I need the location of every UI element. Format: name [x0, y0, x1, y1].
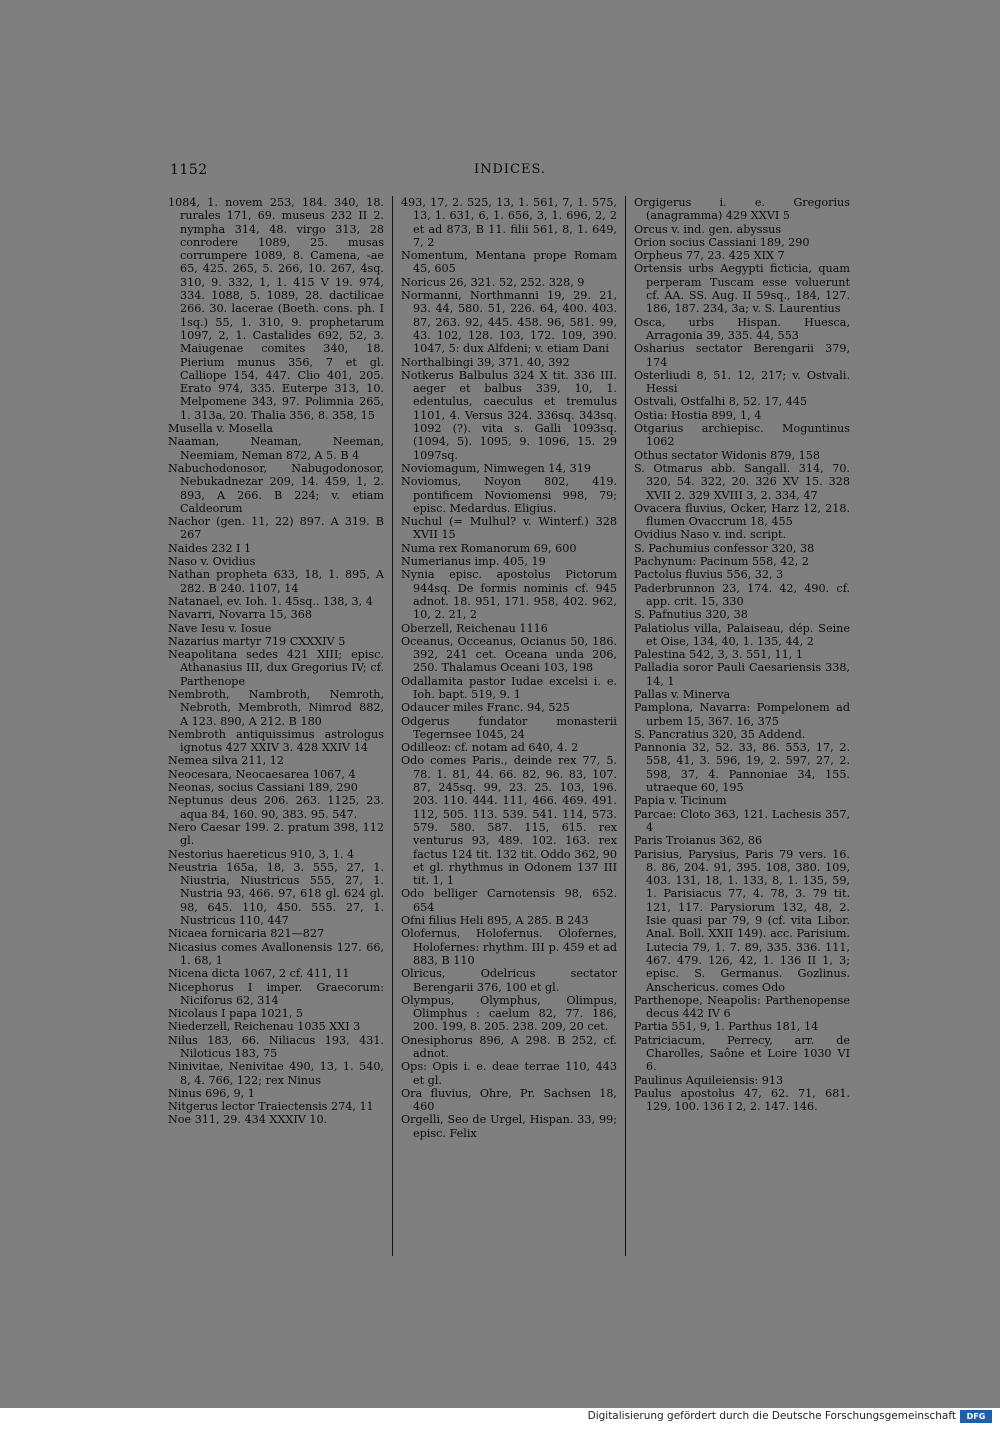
index-entry: Oceanus, Occeanus, Ocianus 50, 186. 392, 241 cet. Oceana unda 206, 250. Thalamus Oceani 103, 198	[401, 634, 617, 675]
index-entry: Parcae: Cloto 363, 121. Lachesis 357, 4	[634, 807, 850, 834]
index-entry: Naaman, Neaman, Neeman, Neemiam, Neman 872, A 5. B 4	[168, 435, 384, 462]
index-entry: Nave Iesu v. Iosue	[168, 621, 272, 635]
index-entry: Odo belliger Carnotensis 98, 652. 654	[401, 887, 617, 914]
index-entry: Ovacera fluvius, Ocker, Harz 12, 218. flumen Ovaccrum 18, 455	[634, 501, 850, 529]
index-entry: Naso v. Ovidius	[168, 555, 256, 569]
index-entry: Nicephorus I imper. Graecorum: Niciforus 62, 314	[168, 980, 384, 1007]
index-entry: Ninivitae, Nenivitae 490, 13, 1. 540, 8, 4. 766, 122; rex Ninus	[168, 1060, 384, 1087]
index-entry: Nembroth, Nambroth, Nemroth, Nebroth, Membroth, Nimrod 882, A 123. 890, A 212. B 180	[168, 687, 384, 728]
index-entry: Oberzell, Reichenau 1116	[401, 621, 548, 635]
index-entry: Naides 232 I 1	[168, 541, 252, 555]
page-header	[170, 162, 850, 182]
index-entry: Neapolitana sedes 421 XIII; episc. Athanasius III, dux Gregorius IV; cf. Parthenope	[168, 648, 384, 688]
index-entry: Noe 311, 29. 434 XXXIV 10.	[168, 1113, 328, 1127]
index-entry: Odo comes Paris., deinde rex 77, 5. 78. 1. 81, 44. 66. 82, 96. 83, 107. 87, 245sq. 99, 23. 25. 103, 196. 203. 110. 444. 111, 466. 469. 491. 112, 505. 113. 539. 541. 114, 573. 579. 580. 587. 115, 615. rex venturus 93, 489. 102. 163. rex factus 124 tit. 132 tit. Oddo 362, 90 et gl. rhythmus in Odonem 137 III tit. 1, 1	[401, 754, 617, 888]
index-entry: Niederzell, Reichenau 1035 XXI 3	[168, 1020, 361, 1034]
index-entry: Parisius, Parysius, Paris 79 vers. 16. 8. 86, 204. 91, 395. 108, 380. 109, 403. 131, 18, 1. 133, 8, 1. 135, 59, 1. Parisiacus 77, 4. 78, 3. 79 tit. 121, 117. Parysiorum 132, 48, 2. Isie quasi par 79, 9 (cf. vita Libor. Anal. Boll. XXII 149). acc. Parisium. Lutecia 79, 1. 7. 89, 335. 336. 111, 467. 479. 126, 42, 1. 136 II 1, 3; episc. S. Germanus. Gozlinus. Anschericus. comes Odo	[634, 847, 850, 994]
index-entry: Odilleoz: cf. notam ad 640, 4. 2	[401, 741, 579, 755]
index-column-2	[401, 196, 617, 1256]
running-head: INDICES.	[473, 162, 547, 177]
index-entry: Nicaea fornicaria 821—827	[168, 927, 325, 941]
index-entry: Palatiolus villa, Palaiseau, dép. Seine et Oise, 134, 40, 1. 135, 44, 2	[634, 621, 850, 648]
index-entry: Paris Troianus 362, 86	[634, 834, 763, 848]
index-entry: Ninus 696, 9, 1	[168, 1086, 255, 1100]
index-entry: Ovidius Naso v. ind. script.	[634, 528, 787, 542]
index-entry: Numerianus imp. 405, 19	[401, 555, 546, 569]
index-entry: Nicena dicta 1067, 2 cf. 411, 11	[168, 967, 350, 981]
column-divider	[625, 196, 626, 1256]
index-entry: S. Pafnutius 320, 38	[634, 608, 748, 622]
index-entry: Ofni filius Heli 895, A 285. B 243	[401, 914, 589, 928]
index-entry: Noviomagum, Nimwegen 14, 319	[401, 461, 591, 475]
index-entry: Musella v. Mosella	[168, 422, 273, 436]
index-entry: Natanael, ev. Ioh. 1. 45sq.. 138, 3, 4	[168, 594, 373, 608]
index-entry: S. Pachumius confessor 320, 38	[634, 541, 815, 555]
index-entry: Nemea silva 211, 12	[168, 754, 285, 768]
index-entry: Northalbingi 39, 371. 40, 392	[401, 355, 570, 369]
index-entry: Nazarius martyr 719 CXXXIV 5	[168, 634, 346, 648]
index-entry: Nachor (gen. 11, 22) 897. A 319. B 267	[168, 515, 384, 542]
index-entry: Paulinus Aquileiensis: 913	[634, 1073, 784, 1087]
index-entry: Osterliudi 8, 51. 12, 217; v. Ostvali. Hessi	[634, 368, 850, 396]
index-entry: Orgelli, Seo de Urgel, Hispan. 33, 99; episc. Felix	[401, 1113, 617, 1140]
index-entry: Orpheus 77, 23. 425 XIX 7	[634, 249, 785, 263]
index-entry: 1084, 1. novem 253, 184. 340, 18. rurales 171, 69. museus 232 II 2. nympha 314, 48. virgo 313, 28 conrodere 1089, 25. musas corrumpere 1089, 8. Camena, -ae 65, 425. 265, 5. 266, 10. 267, 4sq. 310, 9. 332, 1, 1. 415 V 19. 974, 334. 1088, 5. 1089, 28. dactilicae 266. 30. lacerae (Boeth. cons. ph. I 1sq.) 55, 1. 310, 9. prophetarum 1097, 2, 1. Castalides 692, 52, 3. Maiugenae comites 340, 18. Pierium munus 356, 7 et gl. Calliope 154, 447. Clio 401, 205. Erato 974, 335. Euterpe 313, 10. Melpomene 343, 97. Polimnia 265, 1. 313a, 20. Thalia 356, 8. 358, 15	[168, 196, 384, 422]
index-entry: Nuchul (= Mulhul? v. Winterf.) 328 XVII 15	[401, 515, 617, 542]
index-entry: Paulus apostolus 47, 62. 71, 681. 129, 100. 136 I 2, 2. 147. 146.	[634, 1086, 850, 1114]
index-entry: Odallamita pastor Iudae excelsi i. e. Ioh. bapt. 519, 9. 1	[401, 674, 617, 701]
index-entry: Pallas v. Minerva	[634, 687, 731, 701]
index-entry: Partia 551, 9, 1. Parthus 181, 14	[634, 1020, 819, 1034]
index-entry: Noviomus, Noyon 802, 419. pontificem Noviomensi 998, 79; episc. Medardus. Eligius.	[401, 475, 617, 515]
index-entry: Parthenope, Neapolis: Parthenopense decus 442 IV 6	[634, 993, 850, 1021]
index-entry: Normanni, Northmanni 19, 29. 21, 93. 44, 580. 51, 226. 64, 400. 403. 87, 263. 92, 445. 458. 96, 581. 99, 43. 102, 128. 103, 172. 109, 390. 1047, 5: dux Alfdeni; v. etiam Dani	[401, 289, 617, 356]
index-entry: Paderbrunnon 23, 174. 42, 490. cf. app. crit. 15, 330	[634, 581, 850, 608]
index-entry: Numa rex Romanorum 69, 600	[401, 541, 577, 555]
index-entry: Neptunus deus 206. 263. 1125, 23. aqua 84, 160. 90, 383. 95. 547.	[168, 794, 384, 821]
index-entry: Pachynum: Pacinum 558, 42, 2	[634, 555, 809, 569]
index-entry: Nilus 183, 66. Niliacus 193, 431. Niloticus 183, 75	[168, 1033, 384, 1060]
index-entry: Osca, urbs Hispan. Huesca, Arragonia 39, 335. 44, 553	[634, 315, 850, 342]
index-entry: Navarri, Novarra 15, 368	[168, 608, 312, 622]
index-entry: Ora fluvius, Ohre, Pr. Sachsen 18, 460	[401, 1086, 617, 1114]
column-divider	[392, 196, 393, 1256]
index-entry: Nomentum, Mentana prope Romam 45, 605	[401, 249, 617, 276]
index-entry: Onesiphorus 896, A 298. B 252, cf. adnot.	[401, 1033, 617, 1060]
index-entry: Orion socius Cassiani 189, 290	[634, 235, 810, 249]
index-entry: Olofernus, Holofernus. Olofernes, Holofernes: rhythm. III p. 459 et ad 883, B 110	[401, 927, 617, 967]
index-entry: Papia v. Ticinum	[634, 794, 727, 808]
index-entry: S. Pancratius 320, 35 Addend.	[634, 727, 806, 741]
index-entry: Otgarius archiepisc. Moguntinus 1062	[634, 422, 850, 449]
index-entry: Ops: Opis i. e. deae terrae 110, 443 et gl.	[401, 1060, 617, 1087]
index-entry: S. Otmarus abb. Sangall. 314, 70. 320, 54. 322, 20. 326 XV 15. 328 XVII 2. 329 XVIII 3, 2. 334, 47	[634, 461, 850, 502]
index-entry: Nestorius haereticus 910, 3, 1. 4	[168, 847, 355, 861]
index-entry: Neustria 165a, 18, 3. 555, 27, 1. Niustria, Niustricus 555, 27, 1. Nustria 93, 466. 97, 618 gl. 624 gl. 98, 645. 110, 450. 555. 27, 1. Nustricus 110, 447	[168, 860, 384, 928]
index-entry: Nabuchodonosor, Nabugodonosor, Nebukadnezar 209, 14. 459, 1, 2. 893, A 266. B 224; v. etiam Caldeorum	[168, 461, 384, 515]
index-columns	[168, 196, 850, 1256]
index-entry: Pannonia 32, 52. 33, 86. 553, 17, 2. 558, 41, 3. 596, 19, 2. 597, 27, 2. 598, 37, 4. Pannoniae 34, 155. utraeque 60, 195	[634, 741, 850, 795]
index-entry: Odaucer miles Franc. 94, 525	[401, 701, 570, 715]
index-entry: Orcus v. ind. gen. abyssus	[634, 222, 782, 236]
dfg-logo: DFG	[960, 1410, 992, 1423]
footer-credit: Digitalisierung gefördert durch die Deutsche Forschungsgemeinschaft	[587, 1410, 956, 1422]
index-entry: Patriciacum, Perrecy, arr. de Charolles, Saône et Loire 1030 VI 6.	[634, 1033, 850, 1074]
index-entry: Nicolaus I papa 1021, 5	[168, 1007, 304, 1021]
index-entry: Othus sectator Widonis 879, 158	[634, 448, 820, 462]
index-entry: Noricus 26, 321. 52, 252. 328, 9	[401, 275, 585, 289]
index-entry: Neocesara, Neocaesarea 1067, 4	[168, 767, 356, 781]
index-entry: Ortensis urbs Aegypti ficticia, quam perperam Tuscam esse voluerunt cf. AA. SS. Aug. II 59sq., 184, 127. 186, 187. 234, 3a; v. S. Laurentius	[634, 262, 850, 316]
index-entry: Olympus, Olymphus, Olimpus, Olimphus : caelum 82, 77. 186, 200. 199, 8. 205. 238. 209, 20 cet.	[401, 993, 617, 1034]
index-entry: Nitgerus lector Traiectensis 274, 11	[168, 1100, 374, 1114]
page-number: 1152	[170, 162, 208, 178]
index-entry: Pactolus fluvius 556, 32, 3	[634, 568, 784, 582]
index-column-3	[634, 196, 850, 1256]
index-entry: Nicasius comes Avallonensis 127. 66, 1. 68, 1	[168, 940, 384, 967]
index-entry: Palestina 542, 3, 3. 551, 11, 1	[634, 648, 803, 662]
index-entry: Ostia: Hostia 899, 1, 4	[634, 408, 762, 422]
index-entry: Palladia soror Pauli Caesariensis 338, 14, 1	[634, 661, 850, 688]
index-entry: Orgigerus i. e. Gregorius (anagramma) 429 XXVI 5	[634, 196, 850, 223]
index-entry: Nathan propheta 633, 18, 1. 895, A 282. B 240. 1107, 14	[168, 568, 384, 595]
index-entry: Nynia episc. apostolus Pictorum 944sq. De formis nominis cf. 945 adnot. 18. 951, 171. 958, 402. 962, 10, 2. 21, 2	[401, 568, 617, 622]
index-entry: 493, 17, 2. 525, 13, 1. 561, 7, 1. 575, 13, 1. 631, 6, 1. 656, 3, 1. 696, 2, 2 et ad 873, B 11. filii 561, 8, 1. 649, 7, 2	[401, 196, 617, 249]
index-entry: Olricus, Odelricus sectator Berengarii 376, 100 et gl.	[401, 967, 617, 994]
index-entry: Nembroth antiquissimus astrologus ignotus 427 XXIV 3. 428 XXIV 14	[168, 727, 384, 755]
index-entry: Neonas, socius Cassiani 189, 290	[168, 781, 358, 795]
index-entry: Odgerus fundator monasterii Tegernsee 1045, 24	[401, 714, 617, 741]
index-column-1	[168, 196, 384, 1256]
index-entry: Pamplona, Navarra: Pompelonem ad urbem 15, 367. 16, 375	[634, 701, 850, 728]
index-entry: Notkerus Balbulus 324 X tit. 336 III. aeger et balbus 339, 10, 1. edentulus, caeculus et tremulus 1101, 4. Versus 324. 336sq. 343sq. 1092 (?). vita s. Galli 1093sq. (1094, 5). 1095, 9. 1096, 15. 29 1097sq.	[401, 368, 617, 462]
index-entry: Nero Caesar 199. 2. pratum 398, 112 gl.	[168, 820, 384, 848]
index-entry: Ostvali, Ostfalhi 8, 52. 17, 445	[634, 395, 808, 409]
index-entry: Osharius sectator Berengarii 379, 174	[634, 342, 850, 369]
